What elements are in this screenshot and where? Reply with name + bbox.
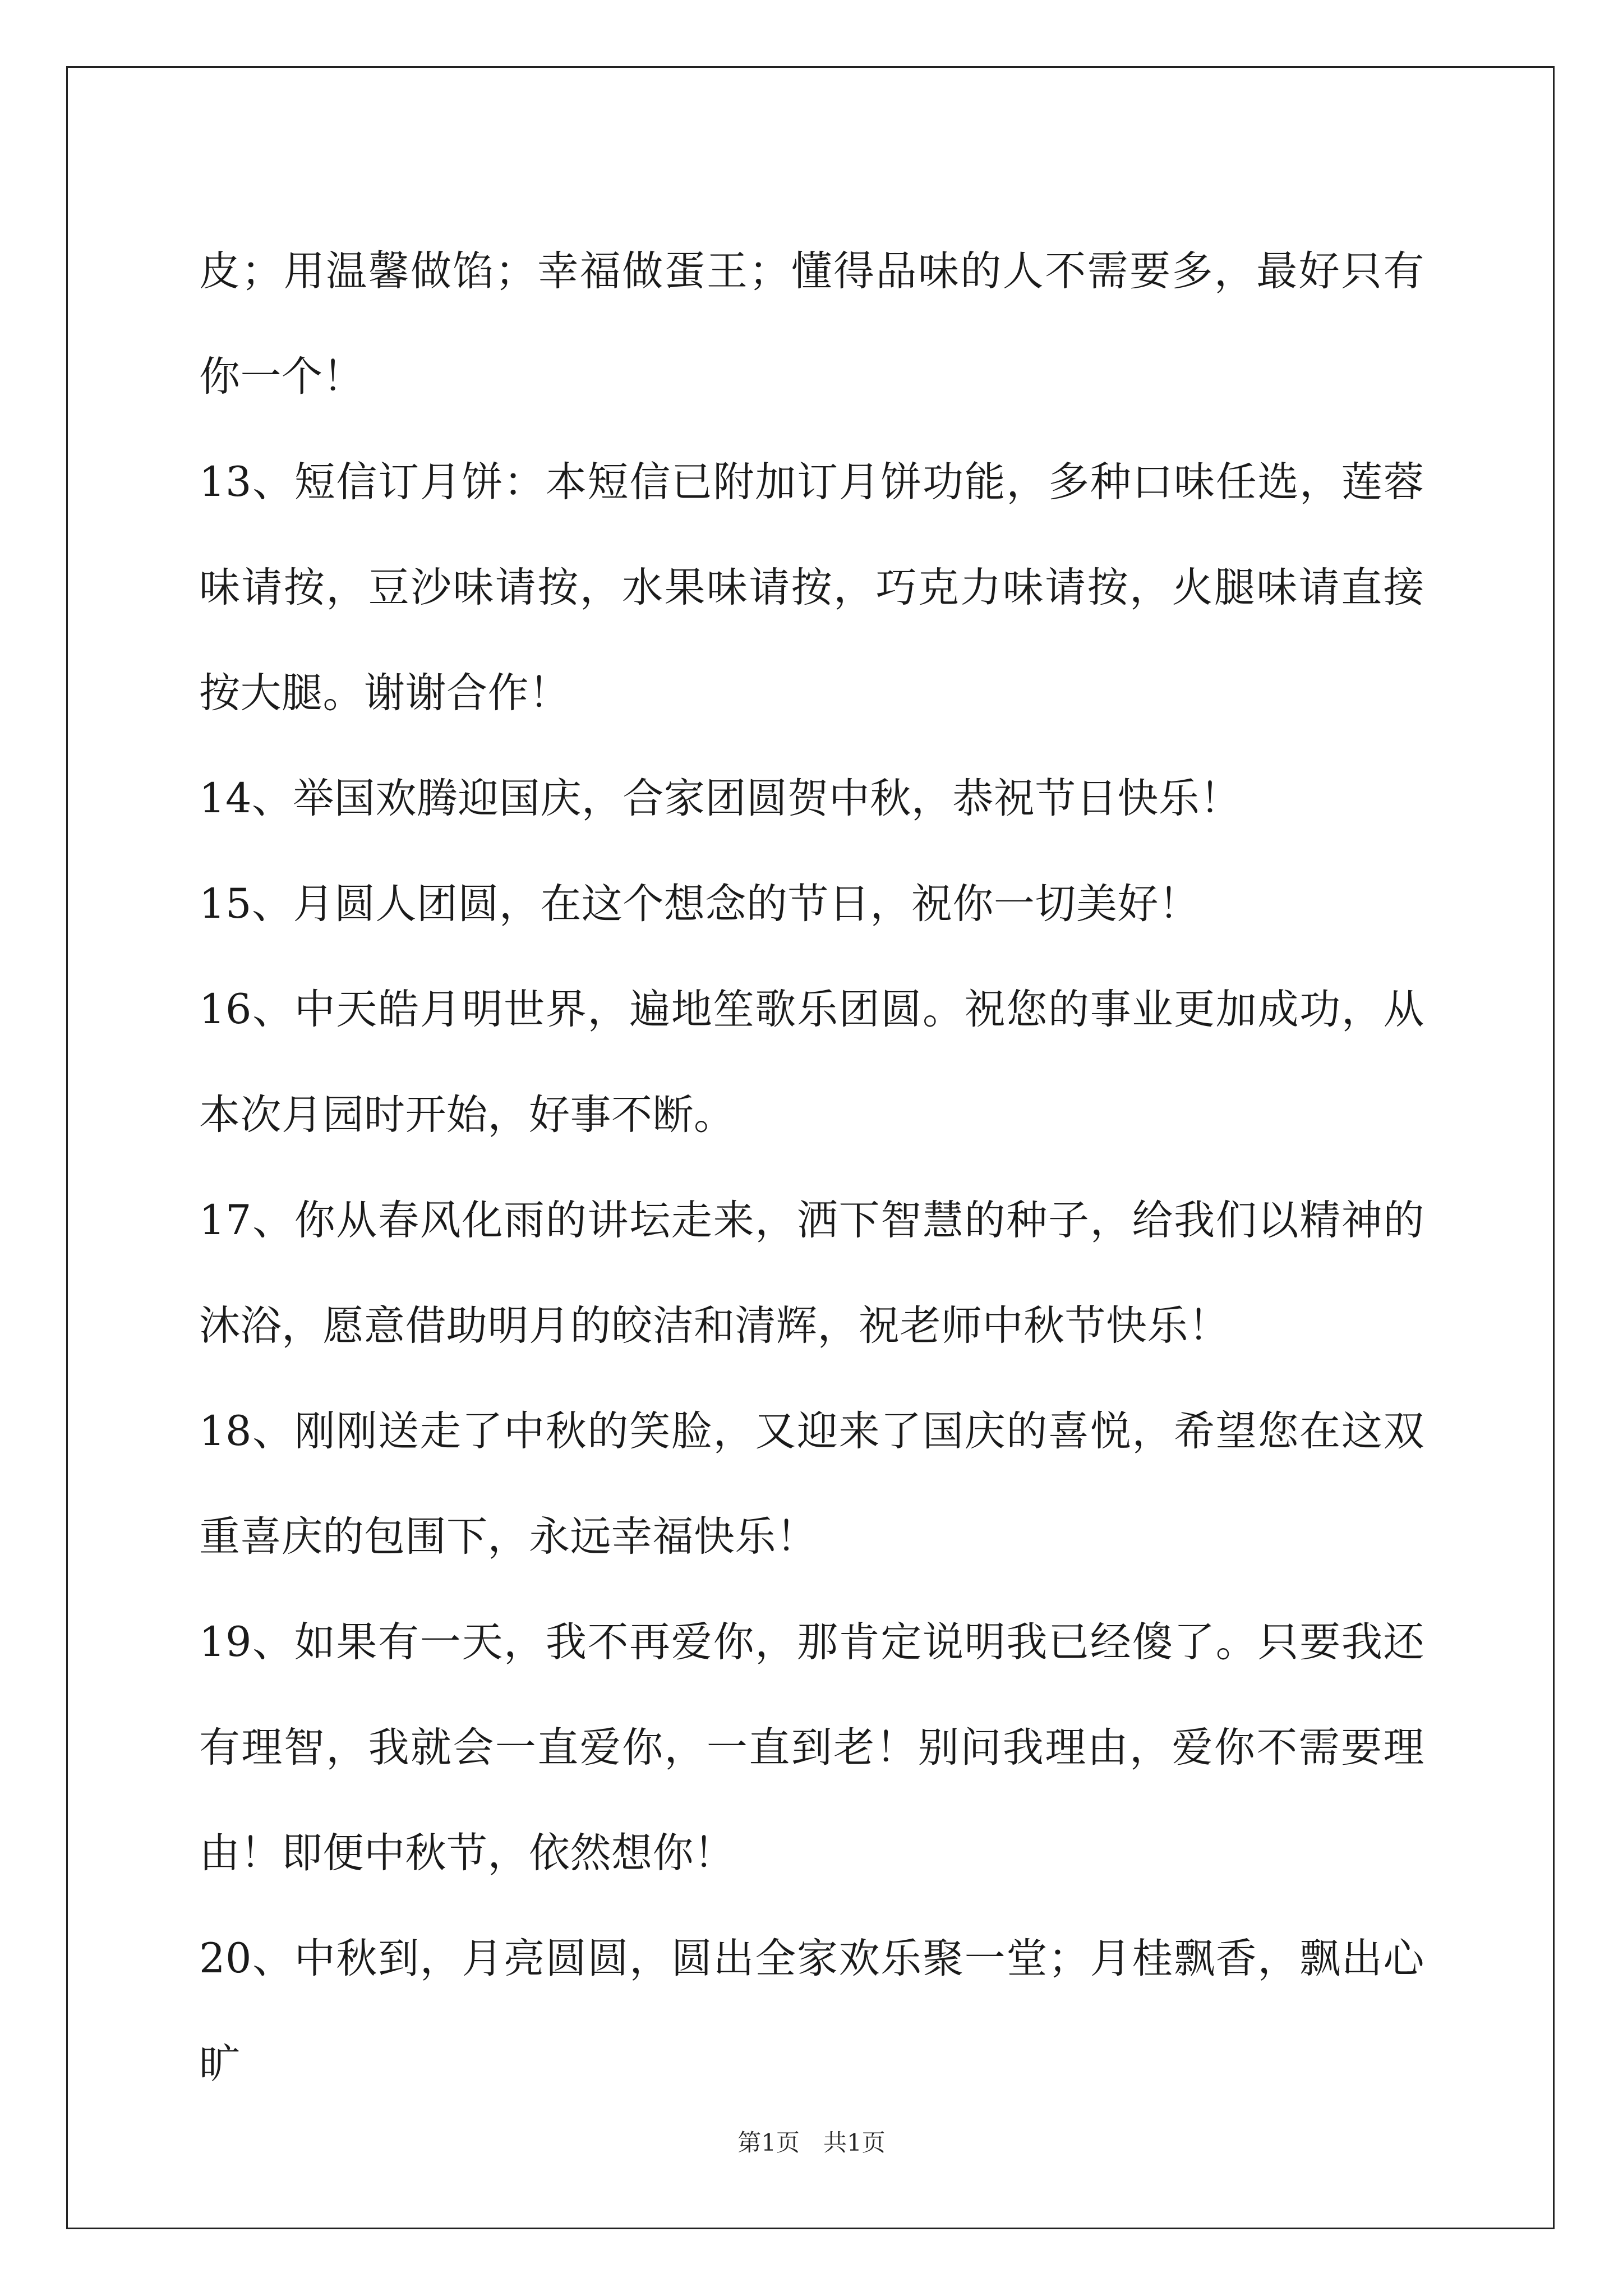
paragraph-14: 14、举国欢腾迎国庆，合家团圆贺中秋，恭祝节日快乐！ <box>199 775 1241 822</box>
paragraph-19: 19、如果有一天，我不再爱你，那肯定说明我已经傻了。只要我还有理智，我就会一直爱你，一直到老！别问我理由，爱你不需要理由！即便中秋节，依然想你！ <box>199 1618 1424 1877</box>
paragraph-17: 17、你从春风化雨的讲坛走来，洒下智慧的种子，给我们以精神的沐浴，愿意借助明月的皎洁和清辉，祝老师中秋节快乐！ <box>199 1197 1424 1350</box>
paragraph-15: 15、月圆人团圆，在这个想念的节日，祝你一切美好！ <box>199 880 1200 928</box>
document-body <box>199 219 1424 2117</box>
page-footer <box>0 2126 1623 2160</box>
paragraph-18: 18、刚刚送走了中秋的笑脸，又迎来了国庆的喜悦，希望您在这双重喜庆的包围下，永远幸福快乐！ <box>199 1407 1424 1561</box>
paragraph-20: 20、中秋到，月亮圆圆，圆出全家欢乐聚一堂；月桂飘香，飘出心旷 <box>199 1935 1424 2088</box>
paragraph-16: 16、中天皓月明世界，遍地笙歌乐团圆。祝您的事业更加成功，从本次月园时开始，好事不断。 <box>199 986 1424 1139</box>
paragraph-continuation: 皮；用温馨做馅；幸福做蛋王；懂得品味的人不需要多，最好只有你一个！ <box>199 247 1424 401</box>
page-number: 第1页 <box>737 2129 800 2156</box>
paragraph-13: 13、短信订月饼：本短信已附加订月饼功能，多种口味任选，莲蓉味请按，豆沙味请按，水果味请按，巧克力味请按，火腿味请直接按大腿。谢谢合作！ <box>199 458 1424 717</box>
page-total: 共1页 <box>823 2129 886 2156</box>
